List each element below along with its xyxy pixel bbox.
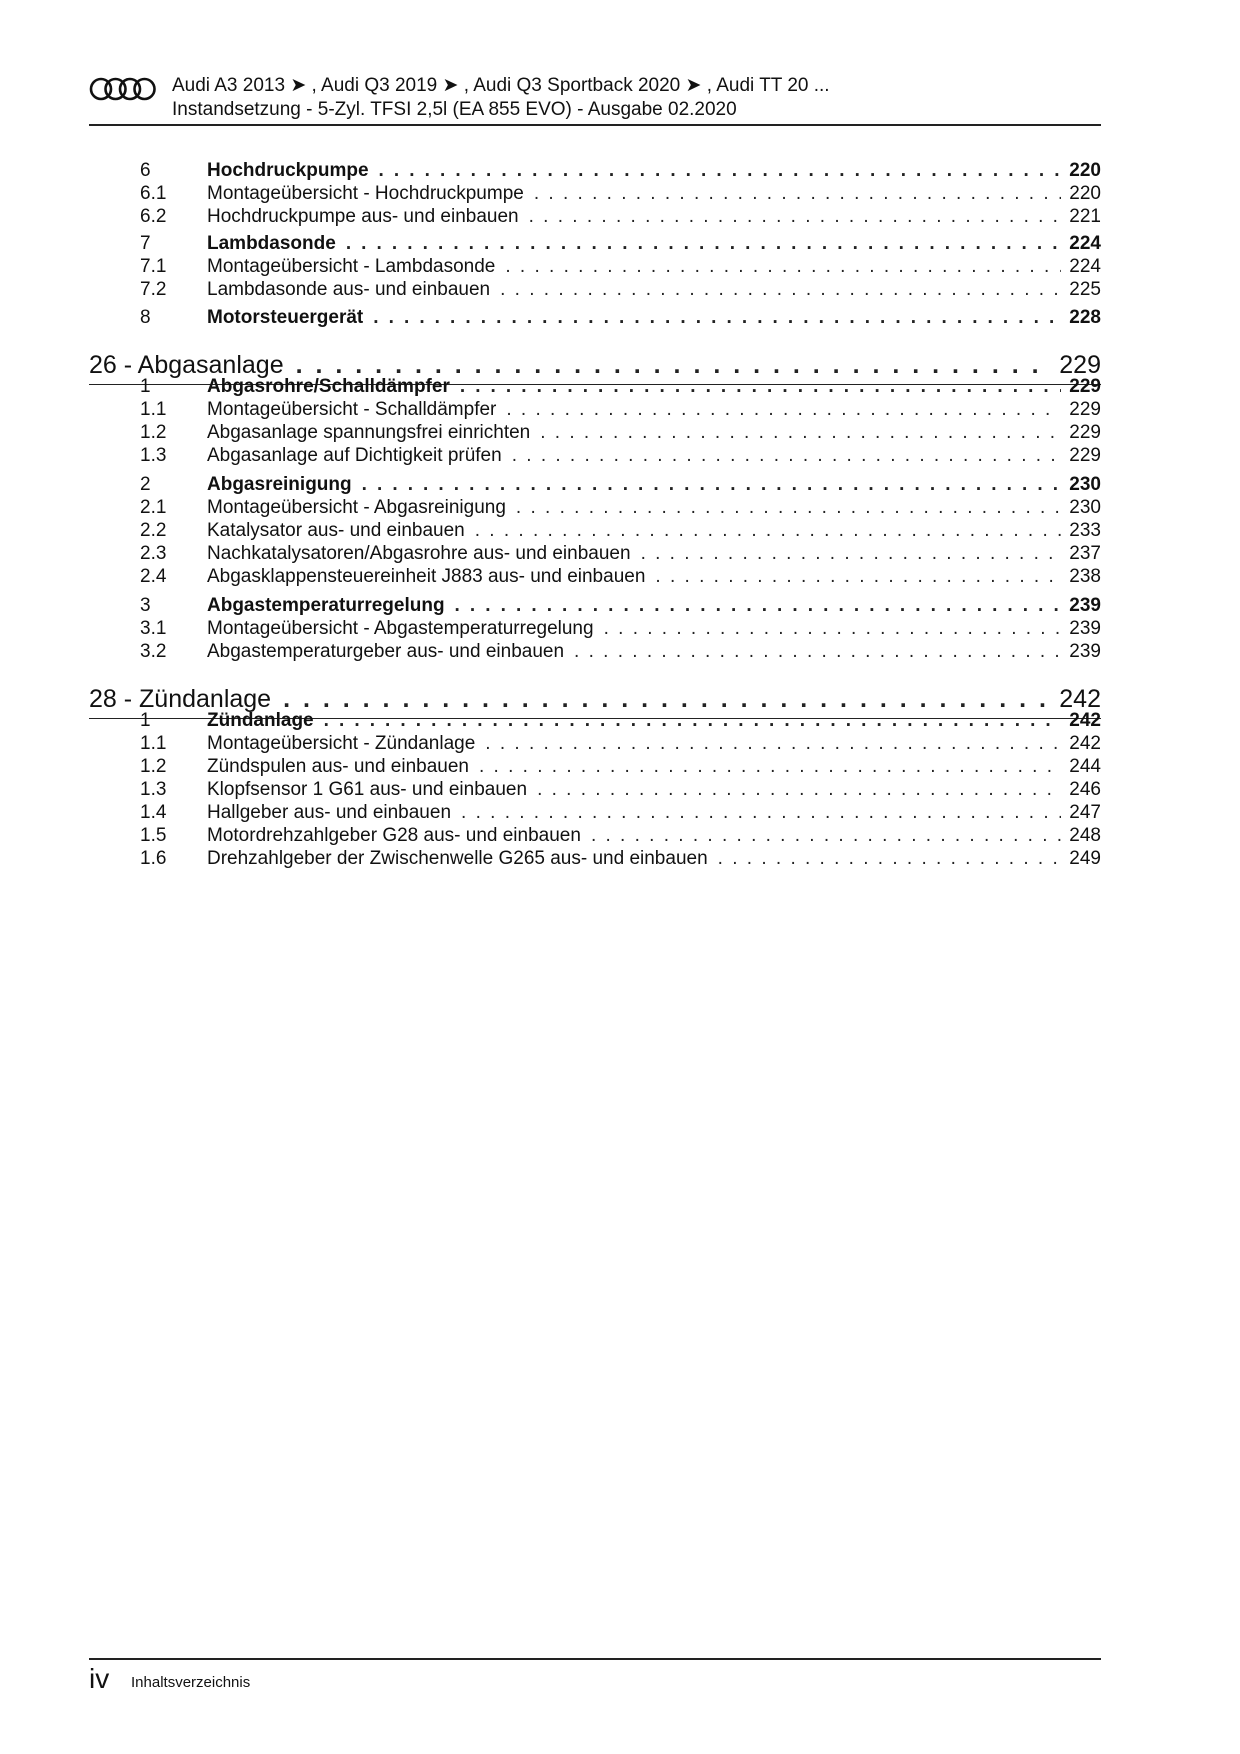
toc-number: 1.6: [140, 848, 167, 869]
toc-page-number: 228: [1069, 307, 1101, 328]
toc-section[interactable]: [140, 307, 1101, 329]
toc-title: Montageübersicht - Abgastemperaturregelung: [207, 618, 594, 639]
toc-page-number: 239: [1069, 595, 1101, 616]
toc-title: Klopfsensor 1 G61 aus- und einbauen: [207, 779, 528, 800]
toc-subsection[interactable]: [140, 206, 1101, 228]
toc-number: 1.3: [140, 779, 167, 800]
toc-page-number: 224: [1069, 233, 1101, 254]
toc-subsection[interactable]: [140, 422, 1101, 444]
toc-dot-leader: [455, 595, 1062, 617]
toc-dot-leader: [460, 376, 1061, 398]
toc-title: Abgastemperaturgeber aus- und einbauen: [207, 641, 565, 662]
header-models: Audi A3 2013 ➤ , Audi Q3 2019 ➤ , Audi Q3 Sportback 2020 ➤ , Audi TT 20 ...: [172, 75, 830, 96]
toc-dot-leader: [324, 710, 1062, 732]
toc-title: Montageübersicht - Hochdruckpumpe: [207, 183, 524, 204]
toc-number: 8: [140, 307, 151, 328]
toc-page-number: 229: [1059, 351, 1101, 379]
toc-subsection[interactable]: [140, 779, 1101, 801]
toc-title: Abgastemperaturregelung: [207, 595, 445, 616]
toc-page-number: 230: [1069, 474, 1101, 495]
toc-dot-leader: [655, 566, 1061, 588]
toc-number: 2.1: [140, 497, 167, 518]
toc-title: Nachkatalysatoren/Abgasrohre aus- und einbauen: [207, 543, 631, 564]
toc-subsection[interactable]: [140, 733, 1101, 755]
footer-title: Inhaltsverzeichnis: [131, 1674, 251, 1691]
toc-number: 1.2: [140, 422, 167, 443]
toc-title: 26 - Abgasanlage: [89, 351, 284, 379]
toc-title: Abgasanlage spannungsfrei einrichten: [207, 422, 531, 443]
toc-number: 1.2: [140, 756, 167, 777]
toc-section[interactable]: [140, 160, 1101, 182]
toc-dot-leader: [506, 399, 1061, 421]
toc-title: Abgasanlage auf Dichtigkeit prüfen: [207, 445, 502, 466]
toc-number: 1.1: [140, 733, 167, 754]
page-header: [89, 72, 1101, 126]
toc-number: 3.2: [140, 641, 167, 662]
toc-number: 6: [140, 160, 151, 181]
toc-number: 6.2: [140, 206, 167, 227]
toc-subsection[interactable]: [140, 183, 1101, 205]
toc-dot-leader: [537, 779, 1061, 801]
toc-title: Lambdasonde aus- und einbauen: [207, 279, 491, 300]
toc-subsection[interactable]: [140, 543, 1101, 565]
toc-title: Drehzahlgeber der Zwischenwelle G265 aus- und einbauen: [207, 848, 708, 869]
toc-number: 7.2: [140, 279, 167, 300]
toc-title: Lambdasonde: [207, 233, 336, 254]
toc-page-number: 242: [1069, 733, 1101, 754]
toc-page-number: 233: [1069, 520, 1101, 541]
toc-dot-leader: [479, 756, 1061, 778]
toc-subsection[interactable]: [140, 641, 1101, 663]
toc-dot-leader: [379, 160, 1062, 182]
toc-dot-leader: [516, 497, 1061, 519]
toc-subsection[interactable]: [140, 399, 1101, 421]
toc-number: 2: [140, 474, 151, 495]
toc-number: 1: [140, 376, 151, 397]
toc-page-number: 229: [1069, 445, 1101, 466]
toc-dot-leader: [574, 641, 1061, 663]
toc-title: Abgasreinigung: [207, 474, 352, 495]
toc-title: Montageübersicht - Zündanlage: [207, 733, 476, 754]
toc-section[interactable]: [140, 474, 1101, 496]
toc-title: Katalysator aus- und einbauen: [207, 520, 465, 541]
toc-number: 6.1: [140, 183, 167, 204]
toc-subsection[interactable]: [140, 618, 1101, 640]
toc-number: 2.2: [140, 520, 167, 541]
toc-page-number: 247: [1069, 802, 1101, 823]
toc-number: 2.3: [140, 543, 167, 564]
toc-dot-leader: [529, 206, 1062, 228]
toc-page-number: 244: [1069, 756, 1101, 777]
toc-title: Motordrehzahlgeber G28 aus- und einbauen: [207, 825, 581, 846]
toc-subsection[interactable]: [140, 497, 1101, 519]
toc-subsection[interactable]: [140, 802, 1101, 824]
toc-title: Montageübersicht - Schalldämpfer: [207, 399, 497, 420]
toc-title: Zündanlage: [207, 710, 314, 731]
toc-dot-leader: [641, 543, 1062, 565]
toc-page-number: 229: [1069, 422, 1101, 443]
toc-dot-leader: [505, 256, 1061, 278]
toc-dot-leader: [475, 520, 1062, 542]
footer-page-number: iv: [89, 1663, 110, 1694]
toc-dot-leader: [373, 307, 1061, 329]
toc-title: Zündspulen aus- und einbauen: [207, 756, 469, 777]
toc-subsection[interactable]: [140, 445, 1101, 467]
toc-number: 1: [140, 710, 151, 731]
toc-page-number: 242: [1059, 685, 1101, 713]
toc-number: 1.5: [140, 825, 167, 846]
toc-page-number: 221: [1069, 206, 1101, 227]
toc-number: 3: [140, 595, 151, 616]
toc-dot-leader: [591, 825, 1061, 847]
toc-page-number: 242: [1069, 710, 1101, 731]
toc-page-number: 237: [1069, 543, 1101, 564]
toc-page-number: 225: [1069, 279, 1101, 300]
toc-dot-leader: [540, 422, 1061, 444]
toc-page-number: 229: [1069, 399, 1101, 420]
toc-subsection[interactable]: [140, 566, 1101, 588]
toc-subsection[interactable]: [140, 520, 1101, 542]
toc-section[interactable]: [140, 233, 1101, 255]
toc-dot-leader: [362, 474, 1062, 496]
toc-page-number: 224: [1069, 256, 1101, 277]
toc-title: Hochdruckpumpe: [207, 160, 369, 181]
toc-subsection[interactable]: [140, 756, 1101, 778]
footer-rule: [89, 1658, 1101, 1660]
toc-title: Hochdruckpumpe aus- und einbauen: [207, 206, 519, 227]
toc-subsection[interactable]: [140, 256, 1101, 278]
header-edition: Instandsetzung - 5-Zyl. TFSI 2,5l (EA 855 EVO) - Ausgabe 02.2020: [172, 99, 737, 120]
toc-dot-leader: [485, 733, 1061, 755]
toc-title: Motorsteuergerät: [207, 307, 364, 328]
toc-dot-leader: [346, 233, 1061, 255]
toc-dot-leader: [512, 445, 1062, 467]
toc-subsection[interactable]: [140, 848, 1101, 870]
toc-number: 3.1: [140, 618, 167, 639]
toc-dot-leader: [534, 183, 1061, 205]
toc-title: Montageübersicht - Lambdasonde: [207, 256, 496, 277]
toc-subsection[interactable]: [140, 825, 1101, 847]
toc-number: 1.4: [140, 802, 167, 823]
toc-dot-leader: [500, 279, 1061, 301]
toc-section[interactable]: [140, 595, 1101, 617]
toc-title: 28 - Zündanlage: [89, 685, 272, 713]
toc-section[interactable]: [140, 376, 1101, 398]
toc-number: 7.1: [140, 256, 167, 277]
toc-number: 7: [140, 233, 151, 254]
toc-page-number: 239: [1069, 618, 1101, 639]
toc-title: Hallgeber aus- und einbauen: [207, 802, 452, 823]
toc-section[interactable]: [140, 710, 1101, 732]
toc-page-number: 239: [1069, 641, 1101, 662]
toc-subsection[interactable]: [140, 279, 1101, 301]
audi-rings-icon: [89, 76, 157, 102]
toc-number: 1.3: [140, 445, 167, 466]
toc-title: Abgasrohre/Schalldämpfer: [207, 376, 450, 397]
toc-page-number: 220: [1069, 183, 1101, 204]
toc-page-number: 229: [1069, 376, 1101, 397]
toc-page-number: 248: [1069, 825, 1101, 846]
toc-title: Montageübersicht - Abgasreinigung: [207, 497, 506, 518]
toc-page-number: 220: [1069, 160, 1101, 181]
toc-number: 2.4: [140, 566, 167, 587]
toc-page-number: 249: [1069, 848, 1101, 869]
toc-page-number: 230: [1069, 497, 1101, 518]
toc-page-number: 238: [1069, 566, 1101, 587]
toc-number: 1.1: [140, 399, 167, 420]
toc-dot-leader: [604, 618, 1062, 640]
toc-dot-leader: [718, 848, 1062, 870]
toc-page-number: 246: [1069, 779, 1101, 800]
toc-title: Abgasklappensteuereinheit J883 aus- und einbauen: [207, 566, 646, 587]
toc-dot-leader: [461, 802, 1061, 824]
